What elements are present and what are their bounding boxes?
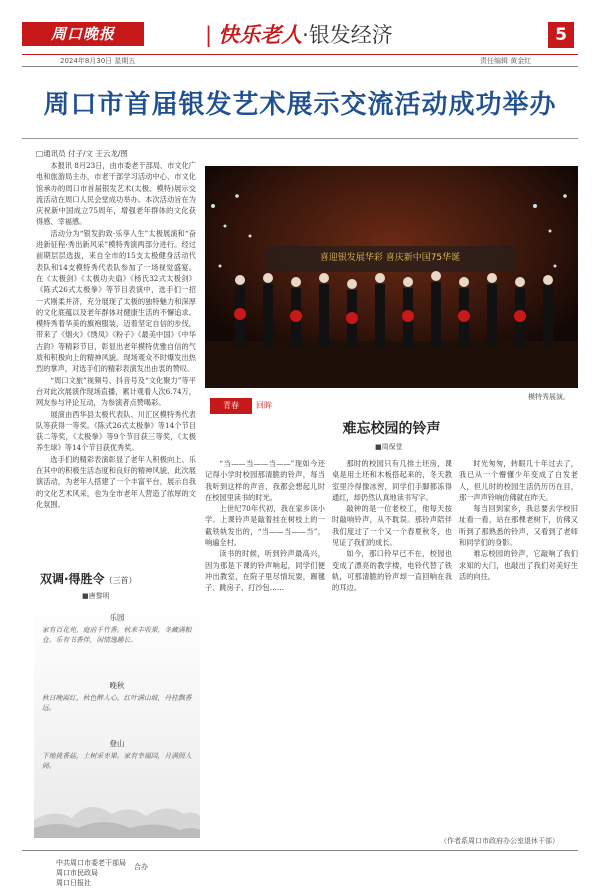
poem-author: ■唐黎明 — [82, 592, 110, 600]
memoir-paragraph: 读书的时候，听到铃声最高兴，因为那是下课的铃声响起，同学们便冲出教室，在院子里尽情玩耍，踢毽子、跳房子、打沙包…… — [205, 549, 325, 593]
section-title-red: 快乐老人 — [218, 23, 303, 47]
memoir-column-3 — [459, 458, 578, 840]
poem-title-text: 双调·得胜令 — [40, 572, 105, 586]
memoir-column-1 — [205, 458, 325, 840]
poem-title-suffix: （三首） — [104, 576, 137, 585]
memoir-paragraph: 如今，那口铃早已不在，校园也变成了漂亮的教学楼，电铃代替了铁轨，可那清脆的铃声却一直回响在我的耳边。 — [332, 549, 452, 593]
article-byline: □通讯员 付子/文 王云龙/图 — [36, 149, 128, 158]
article-paragraph: 展演由西华县太极代表队、川汇区模特秀代表队等获得一等奖。《陈式26式太极拳》等14个节目获二等奖，《太极拳》等9个节目获三等奖，《太极养生球》等14个节目获优秀奖。 — [36, 409, 196, 453]
memoir-column-2 — [332, 458, 452, 840]
page-headline: 周口市首届银发艺术展示交流活动成功举办 — [43, 90, 557, 120]
memoir-paragraph: 每当回到家乡，我总要去学校旧址看一看，站在那棵老树下，仿佛又听到了那熟悉的铃声，又看到了老师和同学们的身影。 — [459, 504, 578, 548]
page-number: 5 — [548, 22, 574, 48]
memoir-paragraph: 时光匆匆，转眼几十年过去了，我已从一个懵懂少年变成了白发老人，但儿时的校园生活仍历历在目，那一声声铃响仿佛就在昨天。 — [459, 459, 578, 502]
poem-part-heading: 乐园 — [109, 613, 125, 622]
memoir-author: ■周保堂 — [375, 443, 403, 451]
photo-stage-banner: 喜迎银发展华彩 喜庆新中国75华诞 — [319, 253, 461, 263]
poem-part-text: 下地挑香菇，上树采枣果。家有幸福园，月满照人间。 — [42, 752, 192, 770]
poem-title — [40, 570, 137, 587]
memoir-paragraph: 难忘校园的铃声，它敲响了我们求知的大门，也敲出了我们对美好生活的向往。 — [459, 549, 578, 581]
section-title — [205, 20, 393, 50]
author-note: （作者系周口市政府办公室退休干部） — [440, 837, 559, 845]
section-title-dark: 银发经济 — [308, 23, 393, 47]
memoir-paragraph: 那时的校园只有几排土坯房，课桌是用土坯和木板搭起来的，冬天教室里冷得像冰窖，同学们手脚都冻得通红，却仍然认真地读书写字。 — [332, 459, 452, 502]
headline-rule — [22, 138, 578, 139]
poem-part-text: 家有百花苑，庭前千竹香。秋来丰收果，冬藏满粮仓。乐有书香伴，闲情逸趣长。 — [42, 626, 192, 644]
poem-part-heading: 登山 — [109, 739, 125, 748]
stage-illustration — [205, 166, 578, 388]
photo-caption: 模特秀展演。 — [528, 393, 570, 401]
masthead-rule — [22, 54, 578, 55]
memoir-paragraph: “当——当——当——”现如今还记得小学时校园那清脆的铃声，每当我听到这样的声音，我都会想起儿时在校园里读书的时光。 — [205, 459, 325, 502]
article-paragraph: 活动分为“银发韵致·乐享人生”太极展演和“奋进新征程·秀出新风采”模特秀演两部分进行。经过前期层层选拔，来自全市的15支太极健身活动代表队和14支模特秀代表队参加了一场视觉盛宴。在《太极剑》《太极功夫扇》《杨氏32式太极剑》《陈式26式太极拳》等节目表演中，选手们一招一式刚柔并济，充分展现了太极的独特魅力和深厚的文化底蕴以及老年群体对健康生活的不懈追求。模特秀着华美的旗袍服装，迈着坚定自信的步伐，带来了《烟火》《绣凤》《粉子》《最美中国》《中华古韵》等精彩节目，彰显出老年模特优雅自信的气质和积极向上的精神风貌。现场观众不时爆发出热烈的掌声，对选手们的精彩表演发出由衷的赞叹。 — [36, 228, 196, 374]
memoir-title: 难忘校园的铃声 — [342, 421, 441, 437]
footer-rule — [22, 850, 578, 851]
column-tag-memo: 回眸 — [256, 401, 272, 410]
column-tag-youth: 青春 — [210, 398, 252, 414]
poem-part-text: 秋日晚霞红，秋色醉人心。红叶满山坡，丹桂飘香远。 — [42, 694, 192, 712]
co-host-label: 合办 — [134, 863, 148, 871]
section-title-dot: · — [302, 23, 309, 47]
section-divider-icon: | — [205, 23, 213, 47]
memoir-paragraph: 上世纪70年代初，我在家乡读小学。上课铃声是敲着挂在树枝上的一截铁轨发出的，“当——当——当”，响遍全村。 — [205, 504, 325, 548]
co-organizers — [56, 858, 126, 888]
co-organizer: 周口日报社 — [56, 879, 91, 887]
mountain-ink-illustration — [34, 790, 200, 838]
co-organizer: 中共周口市委老干部局 — [56, 859, 126, 867]
article-paragraph: “周口文旅”视频号、抖音号及“文化聚力”等平台对此次展演作现场直播，累计观看人次6.74万，网友参与评论互动，为参演者点赞喝彩。 — [36, 375, 196, 408]
issue-date: 2024年8月30日 星期五 — [60, 57, 136, 65]
newspaper-logo: 周口晚报 — [22, 22, 144, 46]
poem-part-heading: 晚秋 — [109, 681, 125, 690]
memoir-paragraph: 敲钟的是一位老校工，他每天按时敲响铃声，从不耽误。那铃声陪伴我们度过了一个又一个春夏秋冬，也见证了我们的成长。 — [332, 504, 452, 548]
model-show-photo — [205, 166, 578, 388]
editor-credit: 责任编辑 黄金红 — [480, 57, 532, 65]
article-paragraph: 本报讯 8月23日，由市委老干部局、市文化广电和旅游局主办，市老干部学习活动中心、市文化馆承办的周口市首届银发艺术(太极、模特)展示交流活动在周口人民会堂成功举办。本次活动旨在为庆祝新中国成立75周年，增强老年群体的文化获得感、幸福感。 — [36, 161, 196, 227]
co-organizer: 周口市民政局 — [56, 869, 98, 877]
main-article-body — [36, 160, 196, 560]
article-paragraph: 选手们的精彩表演彰显了老年人积极向上、乐在其中的积极生活态度和良好的精神风貌，此次展演活动，为老年人搭建了一个丰富平台，展示自我的文化艺术风采，也为全市老年人营造了浓厚的文化氛围。 — [36, 454, 196, 509]
date-rule — [22, 66, 578, 67]
